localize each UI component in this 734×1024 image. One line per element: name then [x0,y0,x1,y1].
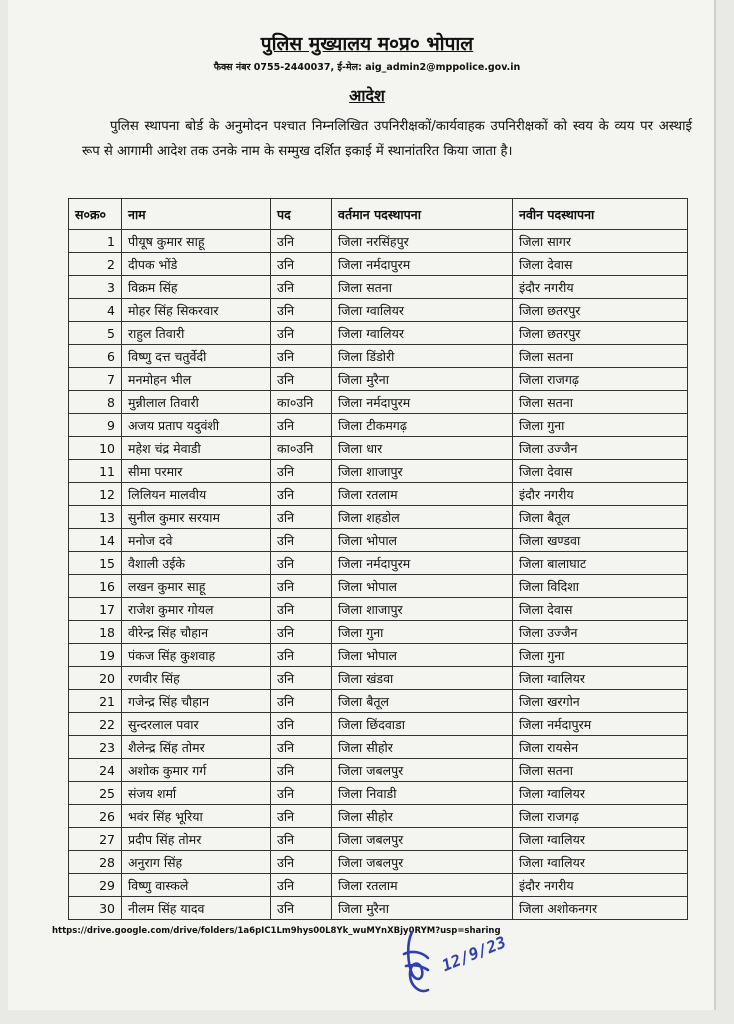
row-new-posting: इंदौर नगरीय [513,483,688,506]
row-post: उनि [271,414,332,437]
row-new-posting: जिला रायसेन [513,736,688,759]
table-row [69,391,688,414]
row-name: सुनील कुमार सरयाम [122,506,271,529]
row-new-posting: जिला ग्वालियर [513,782,688,805]
row-serial: 12 [69,483,122,506]
row-post: उनि [271,759,332,782]
row-current-posting: जिला भोपाल [332,644,513,667]
row-serial: 8 [69,391,122,414]
row-current-posting: जिला जबलपुर [332,851,513,874]
row-new-posting: जिला ग्वालियर [513,828,688,851]
row-name: लिलियन मालवीय [122,483,271,506]
row-name: विष्णु दत्त चतुर्वेदी [122,345,271,368]
row-name: दीपक भोंडे [122,253,271,276]
row-serial: 3 [69,276,122,299]
table-row [69,529,688,552]
row-current-posting: जिला सीहोर [332,736,513,759]
row-post: उनि [271,851,332,874]
row-current-posting: जिला ग्वालियर [332,322,513,345]
row-serial: 16 [69,575,122,598]
row-post: उनि [271,368,332,391]
row-post: उनि [271,506,332,529]
row-new-posting: जिला देवास [513,598,688,621]
table-row [69,874,688,897]
row-name: मुन्नीलाल तिवारी [122,391,271,414]
col-new-posting: नवीन पदस्थापना [513,199,688,230]
row-current-posting: जिला मुरैना [332,897,513,920]
row-serial: 26 [69,805,122,828]
row-serial: 10 [69,437,122,460]
col-post: पद [271,199,332,230]
row-serial: 29 [69,874,122,897]
row-name: सुन्दरलाल पवार [122,713,271,736]
row-name: अजय प्रताप यदुवंशी [122,414,271,437]
table-row [69,736,688,759]
table-row [69,759,688,782]
table-row [69,828,688,851]
row-name: पंकज सिंह कुशवाह [122,644,271,667]
row-current-posting: जिला डिंडोरी [332,345,513,368]
row-name: सीमा परमार [122,460,271,483]
row-post: उनि [271,667,332,690]
row-name: अनुराग सिंह [122,851,271,874]
col-current-posting: वर्तमान पदस्थापना [332,199,513,230]
row-post: उनि [271,276,332,299]
row-serial: 4 [69,299,122,322]
contact-line: फैक्स नंबर 0755-2440037, ई-मेल: aig_admin2@mppolice.gov.in [213,62,521,73]
table-row [69,897,688,920]
row-new-posting: जिला उज्जैन [513,437,688,460]
row-current-posting: जिला टीकमगढ़ [332,414,513,437]
table-row [69,414,688,437]
transfer-table [68,198,688,920]
row-current-posting: जिला निवाडी [332,782,513,805]
table-row [69,644,688,667]
row-current-posting: जिला शाजापुर [332,460,513,483]
row-new-posting: जिला देवास [513,460,688,483]
row-serial: 9 [69,414,122,437]
row-new-posting: इंदौर नगरीय [513,276,688,299]
row-post: उनि [271,713,332,736]
row-serial: 20 [69,667,122,690]
row-current-posting: जिला शाजापुर [332,598,513,621]
row-current-posting: जिला सीहोर [332,805,513,828]
row-name: पीयूष कुमार साहू [122,230,271,253]
row-name: भवंर सिंह भूरिया [122,805,271,828]
table-row [69,368,688,391]
row-new-posting: जिला ग्वालियर [513,851,688,874]
row-serial: 27 [69,828,122,851]
row-post: उनि [271,598,332,621]
row-post: उनि [271,483,332,506]
row-current-posting: जिला ग्वालियर [332,299,513,322]
row-new-posting: जिला सागर [513,230,688,253]
signature-date: 12/9/23 [439,932,509,976]
row-serial: 19 [69,644,122,667]
order-paragraph [82,114,692,164]
row-new-posting: जिला नर्मदापुरम [513,713,688,736]
row-serial: 13 [69,506,122,529]
row-serial: 28 [69,851,122,874]
row-name: शैलेन्द्र सिंह तोमर [122,736,271,759]
table-header-row [69,199,688,230]
drive-link[interactable]: https://drive.google.com/drive/folders/1a6pIC1Lm9hys00L8Yk_wuMYnXBjy0RYM?usp=sharing [52,926,501,936]
row-name: मनमोहन भील [122,368,271,391]
row-post: उनि [271,299,332,322]
table-row [69,322,688,345]
row-serial: 5 [69,322,122,345]
table-row [69,506,688,529]
table-row [69,690,688,713]
row-new-posting: जिला खण्डवा [513,529,688,552]
row-current-posting: जिला नर्मदापुरम [332,552,513,575]
document-title: पुलिस मुख्यालय म०प्र० भोपाल [260,33,474,55]
row-post: उनि [271,230,332,253]
row-new-posting: जिला खरगोन [513,690,688,713]
row-serial: 15 [69,552,122,575]
order-title: आदेश [349,86,385,105]
row-serial: 21 [69,690,122,713]
row-name: गजेन्द्र सिंह चौहान [122,690,271,713]
row-post: उनि [271,897,332,920]
row-post: उनि [271,253,332,276]
row-post: उनि [271,621,332,644]
row-new-posting: इंदौर नगरीय [513,874,688,897]
table-row [69,299,688,322]
row-new-posting: जिला बालाघाट [513,552,688,575]
row-new-posting: जिला उज्जैन [513,621,688,644]
row-name: लखन कुमार साहू [122,575,271,598]
row-name: विष्णु वास्कले [122,874,271,897]
row-current-posting: जिला छिंदवाडा [332,713,513,736]
row-post: उनि [271,575,332,598]
row-post: उनि [271,782,332,805]
row-new-posting: जिला ग्वालियर [513,667,688,690]
table-row [69,437,688,460]
row-serial: 7 [69,368,122,391]
row-name: नीलम सिंह यादव [122,897,271,920]
row-new-posting: जिला सतना [513,345,688,368]
table-row [69,552,688,575]
row-current-posting: जिला रतलाम [332,483,513,506]
row-serial: 30 [69,897,122,920]
row-name: वैशाली उईके [122,552,271,575]
row-serial: 17 [69,598,122,621]
row-name: वीरेन्द्र सिंह चौहान [122,621,271,644]
row-serial: 18 [69,621,122,644]
row-new-posting: जिला छतरपुर [513,322,688,345]
row-new-posting: जिला विदिशा [513,575,688,598]
table-row [69,253,688,276]
row-post: उनि [271,805,332,828]
row-post: उनि [271,322,332,345]
row-post: उनि [271,690,332,713]
row-name: राहुल तिवारी [122,322,271,345]
row-new-posting: जिला सतना [513,391,688,414]
row-new-posting: जिला छतरपुर [513,299,688,322]
row-current-posting: जिला नर्मदापुरम [332,391,513,414]
row-current-posting: जिला भोपाल [332,575,513,598]
row-current-posting: जिला मुरैना [332,368,513,391]
row-new-posting: जिला बैतूल [513,506,688,529]
row-current-posting: जिला सतना [332,276,513,299]
row-post: का०उनि [271,437,332,460]
table-row [69,460,688,483]
row-name: विक्रम सिंह [122,276,271,299]
row-name: संजय शर्मा [122,782,271,805]
row-post: उनि [271,874,332,897]
row-current-posting: जिला भोपाल [332,529,513,552]
row-post: उनि [271,529,332,552]
row-current-posting: जिला शहडोल [332,506,513,529]
row-current-posting: जिला बैतूल [332,690,513,713]
row-name: राजेश कुमार गोयल [122,598,271,621]
row-current-posting: जिला धार [332,437,513,460]
row-name: महेश चंद्र मेवाडी [122,437,271,460]
col-serial: स०क्र० [69,199,122,230]
row-post: उनि [271,736,332,759]
row-post: उनि [271,345,332,368]
row-new-posting: जिला अशोकनगर [513,897,688,920]
row-name: मोहर सिंह सिकरवार [122,299,271,322]
row-post: उनि [271,552,332,575]
table-row [69,805,688,828]
row-current-posting: जिला नरसिंहपुर [332,230,513,253]
row-serial: 25 [69,782,122,805]
row-name: प्रदीप सिंह तोमर [122,828,271,851]
row-serial: 11 [69,460,122,483]
order-paragraph-text: पुलिस स्थापना बोर्ड के अनुमोदन पश्चात निम्नलिखित उपनिरीक्षकों/कार्यवाहक उपनिरीक्षकों को स्वय के व्यय पर अस्थाई रूप से आगामी आदेश तक उनके नाम के सम्मुख दर्शित इकाई में स्थानांतरित किया जाता है। [82,119,692,159]
table-row [69,851,688,874]
row-current-posting: जिला रतलाम [332,874,513,897]
table-row [69,276,688,299]
table-body [69,230,688,920]
row-name: रणवीर सिंह [122,667,271,690]
row-current-posting: जिला जबलपुर [332,828,513,851]
signature [398,924,528,1004]
table-row [69,575,688,598]
row-name: मनोज दवे [122,529,271,552]
row-current-posting: जिला गुना [332,621,513,644]
row-post: उनि [271,828,332,851]
row-serial: 22 [69,713,122,736]
table-row [69,230,688,253]
table-row [69,483,688,506]
row-serial: 14 [69,529,122,552]
table-row [69,345,688,368]
row-current-posting: जिला नर्मदापुरम [332,253,513,276]
row-new-posting: जिला सतना [513,759,688,782]
row-new-posting: जिला देवास [513,253,688,276]
row-new-posting: जिला गुना [513,414,688,437]
row-serial: 23 [69,736,122,759]
row-current-posting: जिला खंडवा [332,667,513,690]
row-name: अशोक कुमार गर्ग [122,759,271,782]
table-row [69,782,688,805]
row-serial: 6 [69,345,122,368]
row-post: का०उनि [271,391,332,414]
row-new-posting: जिला राजगढ़ [513,805,688,828]
table-row [69,598,688,621]
row-new-posting: जिला राजगढ़ [513,368,688,391]
col-name: नाम [122,199,271,230]
row-new-posting: जिला गुना [513,644,688,667]
row-current-posting: जिला जबलपुर [332,759,513,782]
table-row [69,621,688,644]
table-row [69,713,688,736]
row-serial: 1 [69,230,122,253]
row-serial: 2 [69,253,122,276]
row-serial: 24 [69,759,122,782]
table-row [69,667,688,690]
row-post: उनि [271,460,332,483]
row-post: उनि [271,644,332,667]
